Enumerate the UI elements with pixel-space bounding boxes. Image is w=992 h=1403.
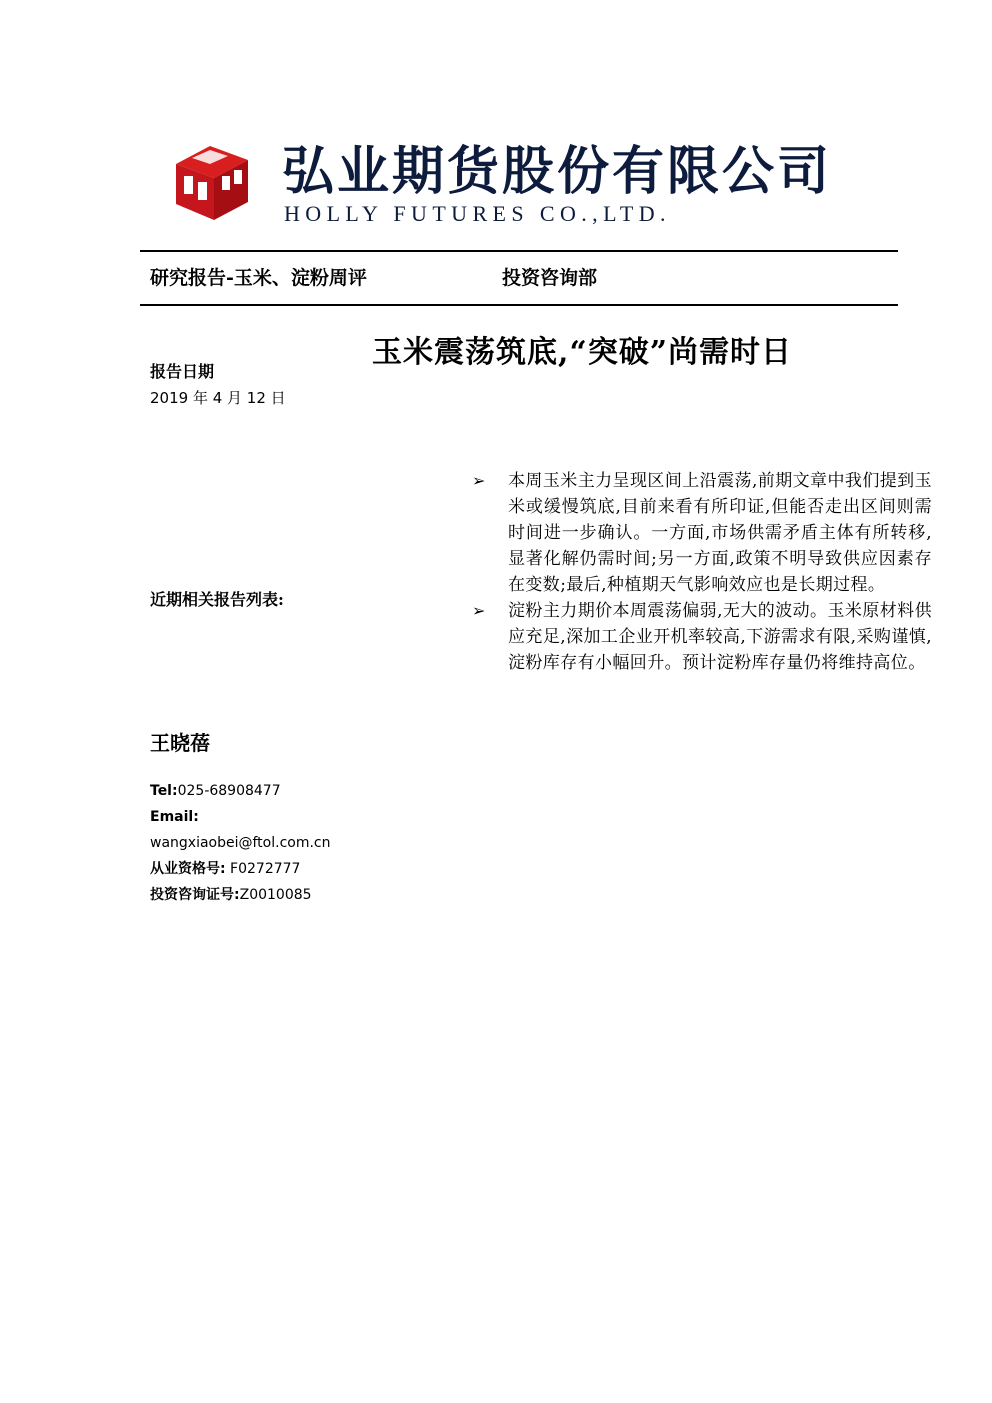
summary-item [472,468,932,598]
arrowhead-icon: ➢ [472,471,486,490]
qualification-label: 从业资格号: [150,861,226,877]
tel-label: Tel: [150,783,178,799]
analyst-name: 王晓蓓 [150,731,210,755]
summary-text: 本周玉米主力呈现区间上沿震荡,前期文章中我们提到玉米或缓慢筑底,目前来看有所印证,但能否走出区间则需时间进一步确认。一方面,市场供需矛盾主体有所转移,显著化解仍需时间;另一方面,政策不明导致供应因素存在变数;最后,种植期天气影响效应也是长期过程。 [508,471,932,595]
company-name-cn: 弘业期货股份有限公司 [282,141,833,202]
email-value: wangxiaobei@ftol.com.cn [150,835,331,851]
company-name-en: HOLLY FUTURES CO.,LTD. [284,201,671,226]
summary-text: 淀粉主力期价本周震荡偏弱,无大的波动。玉米原材料供应充足,深加工企业开机率较高,下游需求有限,采购谨慎,淀粉库存有小幅回升。预计淀粉库存量仍将维持高位。 [508,601,932,673]
summary-list [472,468,932,676]
email-label: Email: [150,809,199,825]
summary-item [472,598,932,676]
analyst-tel [150,778,380,804]
header-top-rule [140,250,898,252]
analyst-email-label-row [150,804,380,830]
report-type: 研究报告-玉米、淀粉周评 [150,267,367,289]
consult-cert-value: Z0010085 [239,887,312,903]
header-bottom-rule [140,304,898,306]
arrowhead-icon: ➢ [472,601,486,620]
company-logo [170,141,833,226]
report-date-label: 报告日期 [150,362,215,381]
consult-cert-label: 投资咨询证号: [150,887,240,903]
analyst-qualification [150,856,380,882]
qualification-value: F0272777 [225,861,301,877]
department: 投资咨询部 [502,267,598,289]
report-title: 玉米震荡筑底,“突破”尚需时日 [372,335,792,370]
related-reports-label: 近期相关报告列表: [150,590,284,609]
tel-value: 025-68908477 [177,783,281,799]
company-logo-icon [170,142,252,222]
analyst-consult-cert [150,882,380,908]
analyst-email [150,830,380,856]
report-date: 2019 年 4 月 12 日 [150,389,286,407]
